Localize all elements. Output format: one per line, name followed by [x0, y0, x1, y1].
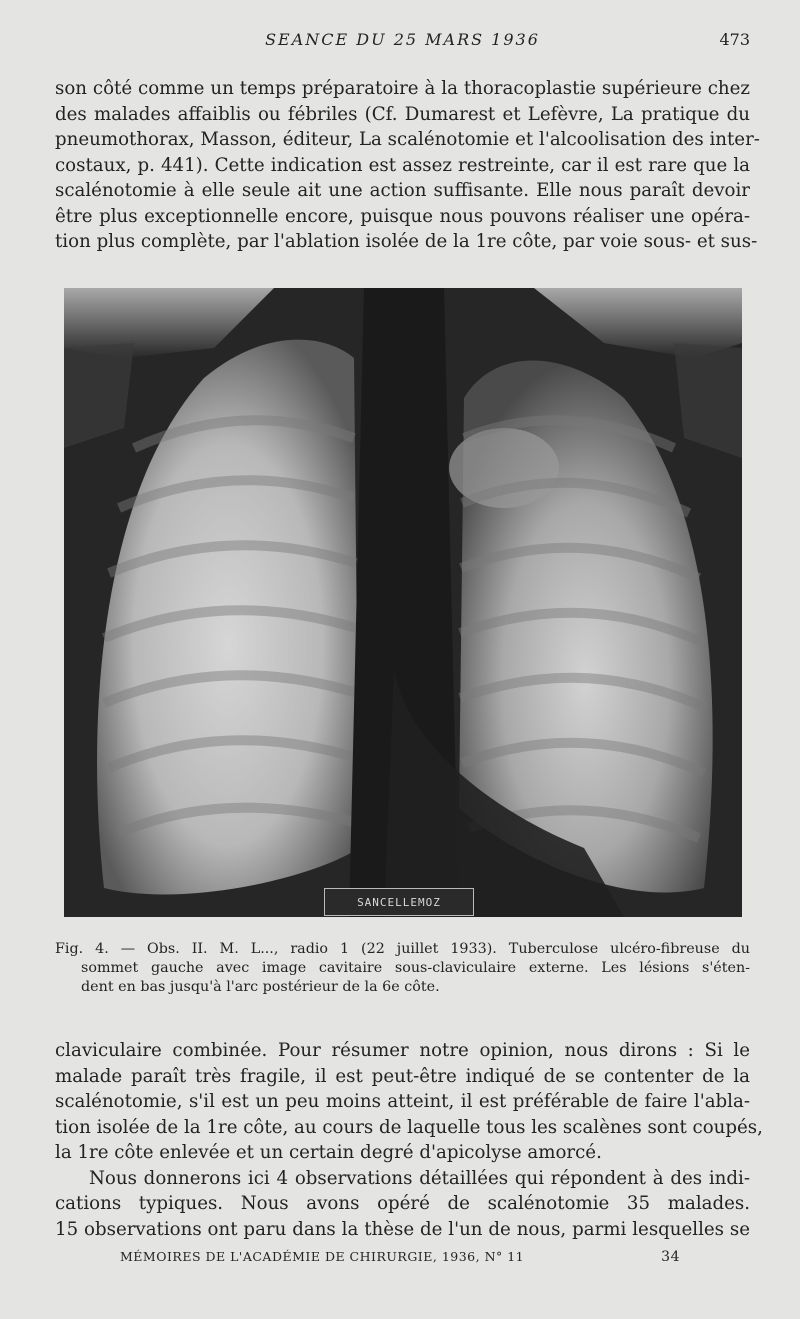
- caption-line: Fig. 4. — Obs. II. M. L..., radio 1 (22 juillet 1933). Tuberculose ulcéro-fibreuse du: [55, 941, 750, 957]
- paragraph-continuation: [55, 76, 760, 255]
- text-line: être plus exceptionnelle encore, puisque nous pouvons réaliser une opéra-: [55, 205, 750, 227]
- radiograph-plate-label: SANCELLEMOZ: [324, 888, 474, 916]
- text-line: scalénotomie à elle seule ait une action suffisante. Elle nous paraît devoir: [55, 180, 750, 201]
- text-line: 15 observations ont paru dans la thèse de l'un de nous, parmi lesquelles se: [55, 1218, 750, 1240]
- figure-caption: [55, 940, 750, 997]
- chest-xray-figure: [64, 288, 742, 917]
- page-number: 473: [719, 30, 750, 49]
- paragraph-conclusion: [55, 1038, 763, 1242]
- text-line: Nous donnerons ici 4 observations détaillées qui répondent à des indi-: [89, 1167, 750, 1189]
- header-title: SEANCE DU 25 MARS 1936: [265, 30, 540, 49]
- text-line: pneumothorax, Masson, éditeur, La scalénotomie et l'alcoolisation des inter-: [55, 129, 760, 150]
- text-line: cations typiques. Nous avons opéré de scalénotomie 35 malades.: [55, 1193, 750, 1214]
- text-line: la 1re côte enlevée et un certain degré d'apicolyse amorcé.: [55, 1142, 602, 1163]
- text-line: malade paraît très fragile, il est peut-être indiqué de se contenter de la: [55, 1065, 750, 1087]
- page-footer: [120, 1249, 680, 1269]
- text-line: des malades affaiblis ou fébriles (Cf. Dumarest et Lefèvre, La pratique du: [55, 103, 750, 125]
- text-line: costaux, p. 441). Cette indication est assez restreinte, car il est rare que la: [55, 154, 750, 176]
- text-line: tion plus complète, par l'ablation isolée de la 1re côte, par voie sous- et sus-: [55, 231, 758, 252]
- text-line: claviculaire combinée. Pour résumer notre opinion, nous dirons : Si le: [55, 1040, 750, 1061]
- text-line: scalénotomie, s'il est un peu moins atteint, il est préférable de faire l'abla-: [55, 1091, 750, 1112]
- xray-image: [64, 288, 742, 917]
- text-line: tion isolée de la 1re côte, au cours de laquelle tous les scalènes sont coupés,: [55, 1116, 763, 1138]
- text-line: son côté comme un temps préparatoire à la thoracoplastie supérieure chez: [55, 78, 750, 99]
- caption-line: dent en bas jusqu'à l'arc postérieur de la 6e côte.: [81, 979, 440, 995]
- running-header: [55, 30, 750, 54]
- caption-line: sommet gauche avec image cavitaire sous-claviculaire externe. Les lésions s'éten-: [81, 960, 750, 976]
- footer-sheet-number: 34: [661, 1249, 680, 1265]
- footer-journal: MÉMOIRES DE L'ACADÉMIE DE CHIRURGIE, 1936, N° 11: [120, 1249, 525, 1264]
